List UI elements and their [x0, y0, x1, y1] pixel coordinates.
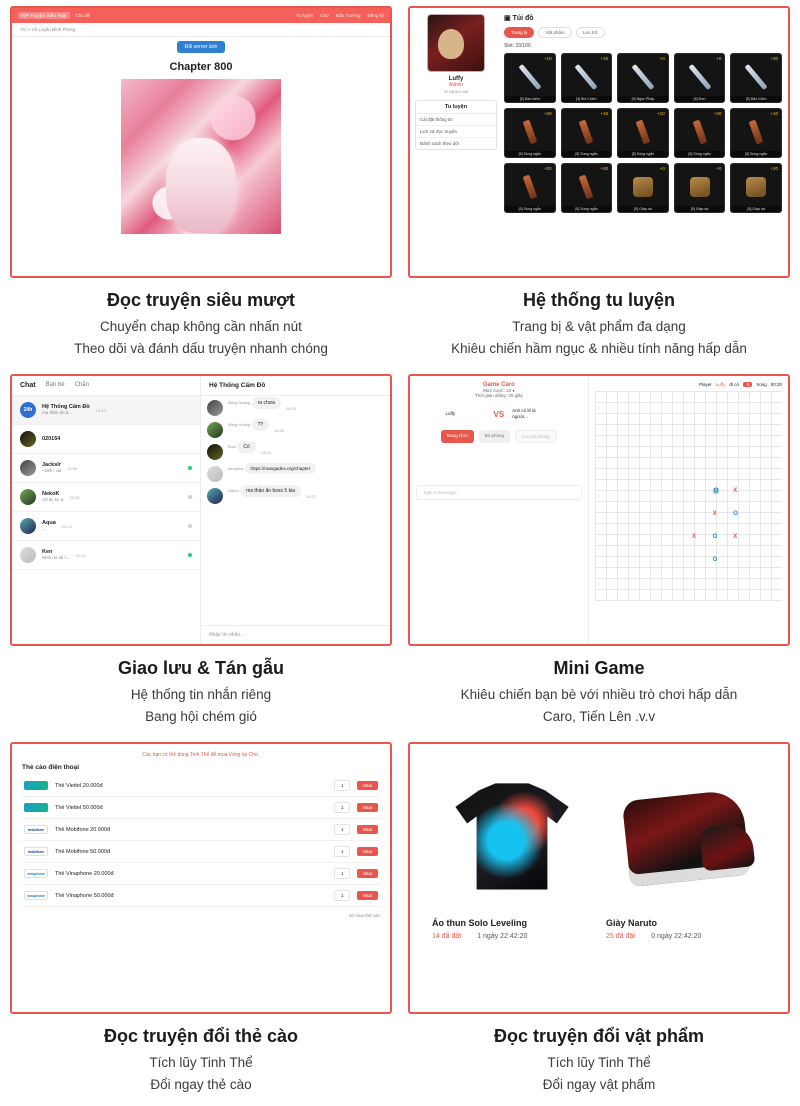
offline-status-dot: [188, 495, 192, 499]
table-row: [22, 863, 380, 885]
caption-line-1: Tích lũy Tinh Thể: [149, 1055, 253, 1071]
menu-item-settings[interactable]: Cài đặt thông tin: [416, 114, 496, 126]
slot-count: Slot: 33/100: [504, 43, 531, 49]
status-suffix: trong: [756, 382, 767, 388]
menu-item-history[interactable]: Lịch sử đọc truyện: [416, 126, 496, 138]
list-item[interactable]: [12, 425, 200, 454]
avatar: [20, 460, 36, 476]
caption-title: Mini Game: [553, 658, 645, 679]
inventory-item[interactable]: [561, 108, 613, 158]
tab-blocked[interactable]: Chặn: [74, 382, 89, 389]
shop-section-title: Thẻ cào điện thoại: [22, 764, 80, 772]
gun-icon: [579, 120, 594, 145]
product-image-tshirt: [432, 760, 592, 910]
card-name: Thẻ Viettel 20.000đ: [55, 782, 103, 789]
cultivation-layout: [410, 8, 788, 276]
gem-icon: [631, 64, 654, 90]
product-orders: 25 đã đặt: [606, 933, 636, 941]
caption-title: Hệ thống tu luyện: [522, 290, 675, 310]
shoe-graphic: [622, 789, 750, 887]
card-name: Thẻ Vinaphone 50.000đ: [55, 892, 114, 899]
product-card[interactable]: [432, 760, 592, 996]
product-name: Áo thun Solo Leveling: [432, 918, 527, 929]
status-timer: 00:20: [770, 382, 782, 388]
board-mark: X: [733, 487, 738, 494]
avatar: [207, 466, 223, 482]
caption-line-1: Chuyển chap không cần nhấn nút: [100, 319, 302, 334]
avatar: 24h: [20, 402, 36, 418]
chat-layout: [12, 376, 390, 644]
message-body: [228, 422, 269, 428]
minigame-layout: [410, 376, 788, 644]
itemshop-screenshot-frame: [408, 742, 790, 1014]
cultivation-menu: [415, 100, 497, 150]
message-bubble: ??: [252, 419, 270, 431]
table-row: [22, 797, 380, 819]
conversation-name: Ken: [42, 549, 53, 556]
chat-tabs: [12, 376, 200, 396]
sword-icon: [518, 64, 541, 90]
conversation-text: [42, 436, 60, 442]
buy-button[interactable]: Mua: [357, 869, 378, 878]
list-item[interactable]: [12, 483, 200, 512]
quantity-stepper[interactable]: 1: [334, 868, 350, 879]
bag-icon: ▣: [504, 15, 511, 22]
message-time: 14:20: [274, 427, 285, 433]
player-right-card: [512, 408, 552, 420]
sword-icon: [688, 64, 711, 90]
caption-line-2: Caro, Tiến Lên .v.v: [542, 708, 656, 724]
viettel-logo-icon: [24, 803, 48, 812]
gun-icon: [522, 175, 537, 200]
player-left-name: Luffy: [445, 411, 456, 417]
message-body: [228, 488, 301, 494]
conversation-preview: Ad dc ko a: [42, 497, 64, 503]
message-author: Buồi: [228, 444, 237, 450]
minigame-board-pane: [588, 376, 788, 644]
feature-cell-cultivation: [408, 6, 790, 370]
tshirt-graphic: [453, 776, 571, 894]
message-time: 14:20: [260, 449, 271, 455]
online-status-dot: [188, 553, 192, 557]
shop-note: Các bạn có thể dùng Tinh Thể để mua Vòng tại Chợ.: [142, 752, 260, 759]
status-mark: X: [743, 382, 752, 387]
message-author: Bâng Hoàng: [228, 400, 251, 406]
item-bonus: +20: [770, 56, 778, 61]
inventory-title-text: Túi đồ: [512, 15, 534, 22]
buy-button[interactable]: Mua: [357, 825, 378, 834]
item-label: [5] Súng ngắn: [505, 151, 555, 157]
item-bonus: +10: [600, 56, 609, 61]
item-bonus: +0: [716, 166, 722, 171]
minigame-info-pane: [410, 376, 588, 644]
card-name: Thẻ Vinaphone 20.000đ: [55, 870, 114, 877]
message-input[interactable]: Nhập tin nhắn...: [201, 625, 390, 644]
feature-cell-itemshop: [408, 742, 790, 1106]
topbar-link-dangky[interactable]: Đăng ký: [367, 13, 384, 18]
item-bonus: +20: [543, 166, 552, 171]
profile-role: Admin: [448, 82, 464, 88]
player-right-name: Anh có lẽ là người...: [512, 408, 536, 420]
item-label: [5] Giáp da: [618, 206, 668, 212]
offline-status-dot: [188, 524, 192, 528]
armor-icon: [633, 177, 653, 197]
item-label: [5] Bảo Kiếm: [731, 96, 781, 102]
inventory-item[interactable]: [674, 163, 726, 213]
mobifone-logo-icon: mobifone: [24, 847, 48, 856]
leave-room-button[interactable]: Bỏ phòng: [479, 430, 510, 443]
caro-board[interactable]: [595, 391, 782, 601]
inventory-item[interactable]: [617, 108, 669, 158]
character-eye-right-icon: [204, 163, 212, 173]
item-bonus: +10: [770, 111, 778, 116]
gun-icon: [636, 120, 651, 145]
playing-button[interactable]: Đang chơi: [441, 430, 474, 443]
item-label: [5] Giáp da: [675, 206, 725, 212]
item-bonus: +10: [543, 56, 552, 61]
armor-icon: [746, 177, 766, 197]
sword-icon: [575, 64, 598, 90]
profile-name: Luffy: [448, 76, 464, 82]
inventory-item[interactable]: [617, 53, 669, 103]
conversation-text: [42, 491, 63, 503]
tab-luu-tru[interactable]: Lưu trữ: [576, 27, 605, 38]
conversation-list-pane: [12, 376, 201, 644]
versus-row: [416, 408, 582, 420]
inventory-item[interactable]: [561, 53, 613, 103]
board-mark: X: [733, 533, 738, 540]
caption-reader: [70, 278, 332, 370]
item-label: [5] Súng ngắn: [675, 151, 725, 157]
server-button-row: [12, 37, 390, 55]
shop-footer-link[interactable]: sử mua thẻ cào: [348, 913, 380, 919]
caption-title: Giao lưu & Tán gẫu: [117, 658, 285, 679]
table-row: [22, 819, 380, 841]
breadcrumb: Trú > Võ Luyện Đỉnh Phong: [12, 23, 390, 37]
vs-label: VS: [493, 409, 505, 419]
buy-button[interactable]: Mua: [357, 891, 378, 900]
conversation-name: 020154: [42, 436, 61, 443]
caption-title: Đọc truyện siêu mượt: [107, 290, 295, 310]
item-bonus: +10: [600, 111, 609, 116]
caption-line-2: Bang hội chém gió: [145, 708, 257, 724]
room-title: Hệ Thống Cấm Đồ: [201, 376, 390, 396]
avatar: [20, 547, 36, 563]
conversation-time: 22:13: [75, 552, 86, 558]
turn-status: [595, 382, 782, 387]
player-left-card: [445, 411, 485, 417]
inventory-tabs: [504, 27, 782, 38]
topbar-link-cho[interactable]: Chợ: [320, 13, 329, 18]
itemshop-layout: [410, 744, 788, 1012]
vinaphone-logo-icon: vinaphone: [24, 891, 48, 900]
conversation-preview: ~19h r ad: [42, 468, 62, 474]
topbar-link-dautruong[interactable]: Đấu Trường: [336, 13, 361, 18]
tab-friends[interactable]: Bạn bè: [45, 382, 65, 389]
tab-chat[interactable]: Chat: [20, 382, 36, 390]
armor-icon: [690, 177, 710, 197]
message-bubble: ra chưa: [252, 397, 281, 409]
tab-trang-bi[interactable]: Trang bị: [504, 27, 534, 38]
conversation-preview: ...: [42, 526, 46, 532]
message-body: [228, 444, 256, 450]
message-body: [228, 400, 281, 406]
chat-input[interactable]: Type a message...: [416, 485, 582, 500]
features-grid: [10, 6, 790, 1106]
message-author: shuydira: [228, 466, 244, 472]
message-list: [201, 396, 390, 625]
feature-cell-cardshop: [10, 742, 392, 1106]
item-label: [5] Ngọc Pháp: [618, 96, 668, 102]
status-mid: đi cờ: [729, 382, 740, 388]
product-card[interactable]: [606, 760, 766, 996]
item-bonus: +0: [659, 166, 665, 171]
list-item[interactable]: [12, 396, 200, 425]
list-item[interactable]: [12, 541, 200, 570]
conversation-preview: ma thần ẩn b...: [42, 410, 73, 416]
feature-cell-reader: [10, 6, 392, 370]
site-logo[interactable]: VIP Truyện Siêu Hay: [18, 12, 70, 19]
caption-line-2: Khiêu chiến hầm ngục & nhiều tính năng hấp dẫn: [451, 340, 747, 356]
inventory-item[interactable]: [561, 163, 613, 213]
caption-line-2: Theo dõi và đánh dấu truyện nhanh chóng: [74, 340, 328, 356]
buy-button[interactable]: Mua: [357, 781, 378, 790]
message-pane: [201, 376, 390, 644]
sword-icon: [745, 64, 768, 90]
item-label: [5] Súng ngắn: [505, 206, 555, 212]
minigame-screenshot-frame: [408, 374, 790, 646]
topbar-right-links: [296, 13, 384, 18]
message-row: [207, 488, 384, 504]
message-time: 14:21: [305, 493, 316, 499]
change-server-button[interactable]: Đổi server ảnh: [177, 41, 226, 53]
board-mark: X: [692, 533, 697, 540]
product-countdown: 0 ngày 22:42:20: [651, 933, 702, 941]
conversation-text: [42, 462, 61, 474]
quantity-stepper[interactable]: 1: [334, 846, 350, 857]
caption-line-2: Đổi ngay vật phẩm: [542, 1076, 656, 1092]
inventory-item[interactable]: [504, 108, 556, 158]
item-bonus: +10: [657, 111, 665, 116]
feature-cell-chat: [10, 374, 392, 738]
quantity-stepper[interactable]: 1: [334, 890, 350, 901]
inventory-panel: [502, 8, 788, 276]
inventory-item[interactable]: [674, 53, 726, 103]
gun-icon: [522, 120, 537, 145]
product-orders: 14 đã đặt: [432, 933, 462, 941]
item-label: [5] Súng ngắn: [562, 206, 612, 212]
gun-icon: [692, 120, 707, 145]
card-name: Thẻ Viettel 50.000đ: [55, 804, 103, 811]
caption-line-1: Tích lũy Tinh Thể: [547, 1055, 651, 1071]
message-time: 14:20: [285, 405, 296, 411]
conversation-text: [42, 520, 56, 532]
avatar: [207, 488, 223, 504]
inventory-item[interactable]: [674, 108, 726, 158]
topbar-link-chude[interactable]: Chủ đề: [75, 13, 91, 18]
bet-amount: Mức cược: 10 ♦: [482, 388, 515, 394]
topbar-link-tuluyen[interactable]: Tu luyện: [296, 13, 314, 18]
table-row: [22, 841, 380, 863]
message-author: Ultron: [228, 488, 239, 494]
message-body: [228, 466, 316, 472]
cultivation-screenshot-frame: [408, 6, 790, 278]
message-row: [207, 422, 384, 438]
conversation-name: NekoK: [42, 491, 60, 498]
caption-minigame: [457, 646, 742, 738]
caption-line-1: Hệ thống tin nhắn riêng: [130, 687, 272, 703]
conversation-preview: Web nó tải l...: [42, 555, 70, 561]
avatar: [207, 400, 223, 416]
product-meta: [432, 933, 592, 940]
conversation-time: 23:19: [69, 494, 80, 500]
message-author: Bâng Hoàng: [228, 422, 251, 428]
reader-topbar: [12, 8, 390, 23]
caption-title: Đọc truyện đổi vật phẩm: [493, 1026, 705, 1047]
message-bubble[interactable]: https://mangadex.org/chapter: [245, 463, 317, 474]
save-room-button[interactable]: Lưu lại phòng: [515, 430, 557, 443]
tab-vat-pham[interactable]: Vật phẩm: [538, 27, 571, 38]
inventory-item[interactable]: [730, 53, 782, 103]
item-label: [5] Súng ngắn: [731, 151, 781, 157]
conversation-text: [42, 404, 90, 416]
board-mark: O: [712, 533, 718, 540]
quantity-stepper[interactable]: 1: [334, 802, 350, 813]
board-mark: X: [712, 510, 717, 517]
caption-itemshop: [490, 1014, 708, 1106]
item-label: [4] Bùi Chiến: [562, 96, 612, 102]
profile-sidebar: [410, 8, 502, 276]
character-eye-left-icon: [183, 163, 191, 173]
inventory-item[interactable]: [730, 163, 782, 213]
item-label: [5] Đao kiếm: [505, 96, 555, 102]
buy-button[interactable]: Mua: [357, 803, 378, 812]
avatar: [207, 422, 223, 438]
mobifone-logo-icon: mobifone: [24, 825, 48, 834]
vinaphone-logo-icon: vinaphone: [24, 869, 48, 878]
avatar: [20, 431, 36, 447]
manga-page-image: [121, 79, 281, 234]
conversation-name: Jackslr: [42, 462, 61, 469]
viettel-logo-icon: [24, 781, 48, 790]
status-player: Luffy: [715, 382, 726, 388]
inventory-item[interactable]: [730, 108, 782, 158]
quantity-stepper[interactable]: 1: [334, 780, 350, 791]
game-title: Game Caro: [482, 382, 515, 389]
conversation-time: 13:09: [67, 465, 78, 471]
gun-icon: [749, 120, 764, 145]
caption-cardshop: [100, 1014, 302, 1106]
message-row: [207, 466, 384, 482]
gun-icon: [579, 175, 594, 200]
quantity-stepper[interactable]: 1: [334, 824, 350, 835]
table-row: [22, 775, 380, 797]
message-bubble: Có: [237, 441, 255, 453]
cardshop-screenshot-frame: [10, 742, 392, 1014]
item-label: [5] Súng ngắn: [618, 151, 668, 157]
item-bonus: +50: [600, 166, 609, 171]
product-countdown: 1 ngày 22:42:20: [477, 933, 528, 941]
feature-cell-minigame: [408, 374, 790, 738]
caption-line-2: Đổi ngay thẻ cào: [150, 1076, 252, 1092]
item-bonus: +0: [716, 56, 722, 61]
delay-time: Thời gian delay: 20 giây: [474, 393, 523, 399]
inventory-item[interactable]: [504, 53, 556, 103]
message-row: [207, 444, 384, 460]
item-bonus: +20: [770, 166, 778, 171]
inventory-item[interactable]: [617, 163, 669, 213]
board-mark: O: [733, 510, 738, 517]
item-label: [5] Giáp da: [731, 206, 781, 212]
list-item[interactable]: [12, 512, 200, 541]
item-bonus: +0: [659, 56, 665, 61]
menu-item-following[interactable]: Đánh sách theo dõi: [420, 141, 459, 146]
online-status-dot: [188, 466, 192, 470]
product-meta: [606, 933, 766, 940]
message-row: [207, 400, 384, 416]
item-bonus: +20: [713, 111, 722, 116]
chat-screenshot-frame: [10, 374, 392, 646]
list-item[interactable]: [12, 454, 200, 483]
card-name: Thẻ Mobifone 20.000đ: [55, 826, 111, 833]
caption-title: Đọc truyện đổi thẻ cào: [103, 1026, 299, 1047]
conversation-time: 14:22: [95, 407, 106, 413]
profile-crystals: 42.5B tinh thể: [443, 89, 469, 94]
conversation-name: Hệ Thống Cấm Đồ: [42, 404, 90, 411]
chapter-title: Chapter 800: [169, 61, 233, 73]
inventory-item[interactable]: [504, 163, 556, 213]
avatar: [20, 489, 36, 505]
game-buttons: [416, 430, 582, 443]
item-label: [6] Đơn: [675, 96, 725, 102]
table-row: [22, 885, 380, 907]
avatar: [427, 14, 485, 72]
board-mark: O: [713, 487, 719, 494]
caption-cultivation: [447, 278, 751, 370]
board-mark: O: [712, 557, 718, 564]
buy-button[interactable]: Mua: [357, 847, 378, 856]
item-label: [5] Súng ngắn: [562, 151, 612, 157]
card-name: Thẻ Mobifone 50.000đ: [55, 848, 111, 855]
inventory-grid: [504, 53, 782, 213]
reader-screenshot-frame: [10, 6, 392, 278]
caption-chat: [114, 646, 288, 738]
conversation-time: 22:23: [61, 523, 72, 529]
caption-line-1: Khiêu chiến bạn bè với nhiều trò chơi hấp dẫn: [460, 687, 738, 703]
inventory-title: [504, 14, 782, 22]
cardshop-layout: [12, 744, 390, 1012]
conversation-text: [42, 549, 69, 561]
product-image-shoes: [606, 760, 766, 910]
avatar: [20, 518, 36, 534]
product-name: Giày Naruto: [606, 918, 658, 929]
avatar: [207, 444, 223, 460]
status-prefix: Player: [699, 382, 712, 388]
conversation-name: Aqua: [42, 520, 56, 527]
caption-line-1: Trang bị & vật phẩm đa dạng: [512, 319, 686, 334]
cultivation-menu-title: Tu luyện: [416, 101, 496, 114]
item-bonus: +20: [543, 111, 552, 116]
message-bubble: ma thần ẩn boss 5 kia: [240, 485, 301, 497]
